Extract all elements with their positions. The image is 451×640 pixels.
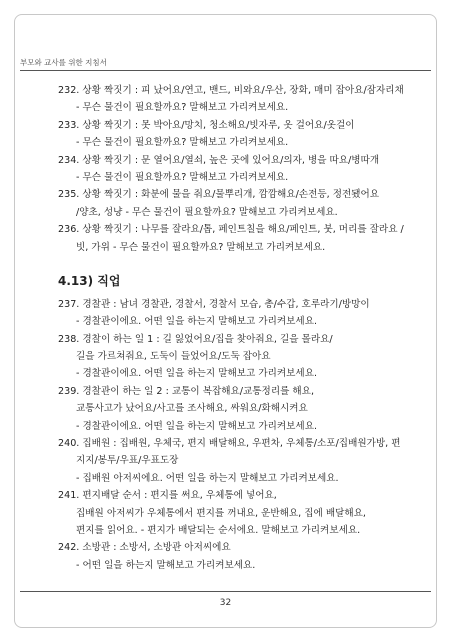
item-heading-line: 241. 편지배달 순서 : 편지를 써요, 우체통에 넣어요, [58,490,277,502]
header-divider [20,70,431,71]
list-item [58,221,408,256]
item-continuation-line: 교통사고가 났어요/사고를 조사해요, 싸워요/화해시켜요 [76,403,308,415]
item-continuation-line: 길을 가르쳐줘요, 도둑이 들었어요/도둑 잡아요 [76,351,271,363]
item-continuation-line: 빗, 가위 - 무슨 물건이 필요할까요? 말해보고 가리켜보세요. [76,241,326,253]
list-item [58,186,408,221]
item-heading-line: 232. 상황 짝짓기 : 피 났어요/연고, 밴드, 비와요/우산, 장화, 매미 잡아요/잠자리채 [58,85,404,96]
list-item [58,539,408,574]
item-continuation-line: - 무슨 물건이 필요할까요? 말해보고 가리켜보세요. [76,102,289,114]
item-continuation-line: 집배원 아저씨가 우체통에서 편지를 꺼내요, 운반해요, 집에 배달해요, [76,507,366,519]
item-continuation-line: /양초, 성냥 - 무슨 물건이 필요할까요? 말해보고 가리켜보세요. [76,206,338,218]
item-continuation-line: - 무슨 물건이 필요할까요? 말해보고 가리켜보세요. [76,171,289,183]
item-continuation-line: - 경찰관이에요. 어떤 일을 하는지 말해보고 가리켜보세요. [76,368,318,380]
item-list-situations [58,82,408,256]
item-heading-line: 237. 경찰관 : 남녀 경찰관, 경찰서, 경찰서 모습, 총/수갑, 호루라기/방망이 [58,298,370,310]
section-heading: 4.13) 직업 [58,273,121,288]
list-item [58,383,408,435]
item-heading-line: 234. 상황 짝짓기 : 문 열어요/열쇠, 높은 곳에 있어요/의자, 병을 따요/병따개 [58,154,380,166]
page-number: 32 [219,598,232,608]
item-continuation-line: 지지/봉투/우표/우표도장 [76,455,179,467]
item-continuation-line: - 경찰관이에요. 어떤 일을 하는지 말해보고 가리켜보세요. [76,316,318,328]
item-heading-line: 238. 경찰이 하는 일 1 : 길 잃었어요/집을 찾아줘요, 길을 몰라요/ [58,333,333,345]
item-continuation-line: - 경찰관이에요. 어떤 일을 하는지 말해보고 가리켜보세요. [76,420,318,432]
list-item [58,117,408,152]
list-item [58,152,408,187]
item-heading-line: 233. 상황 짝짓기 : 못 박아요/망치, 청소해요/빗자루, 옷 걸어요/옷걸이 [58,119,355,131]
item-heading-line: 235. 상황 짝짓기 : 화분에 물을 줘요/물뿌리개, 깜깜해요/손전등, 정전됐어요 [58,189,380,201]
list-item [58,331,408,383]
item-heading-line: 239. 경찰관이 하는 일 2 : 교통이 복잡해요/교통정리를 해요, [58,385,314,397]
item-continuation-line: - 어떤 일을 하는지 말해보고 가리켜보세요. [76,559,256,571]
item-heading-line: 236. 상황 짝짓기 : 나무를 잘라요/톱, 페인트칠을 해요/페인트, 붓, 머리를 잘라요 / [58,224,404,236]
item-heading-line: 240. 집배원 : 집배원, 우체국, 편지 배달해요, 우편차, 우체통/소포/집배원가방, 편 [58,438,401,450]
item-heading-line: 242. 소방관 : 소방서, 소방관 아저씨에요 [58,542,231,554]
list-item [58,296,408,331]
running-header: 부모와 교사를 위한 지침서 [20,58,107,67]
item-continuation-line: - 무슨 물건이 필요할까요? 말해보고 가리켜보세요. [76,137,289,149]
item-continuation-line: 편지를 읽어요. - 편지가 배달되는 순서에요. 말해보고 가리켜보세요. [76,524,361,536]
footer-divider [20,591,431,592]
item-continuation-line: - 집배원 아저씨에요. 어떤 일을 하는지 말해보고 가리켜보세요. [76,472,339,484]
page-content [58,82,408,574]
item-list-jobs [58,296,408,574]
list-item [58,487,408,539]
list-item [58,435,408,487]
list-item [58,82,408,117]
